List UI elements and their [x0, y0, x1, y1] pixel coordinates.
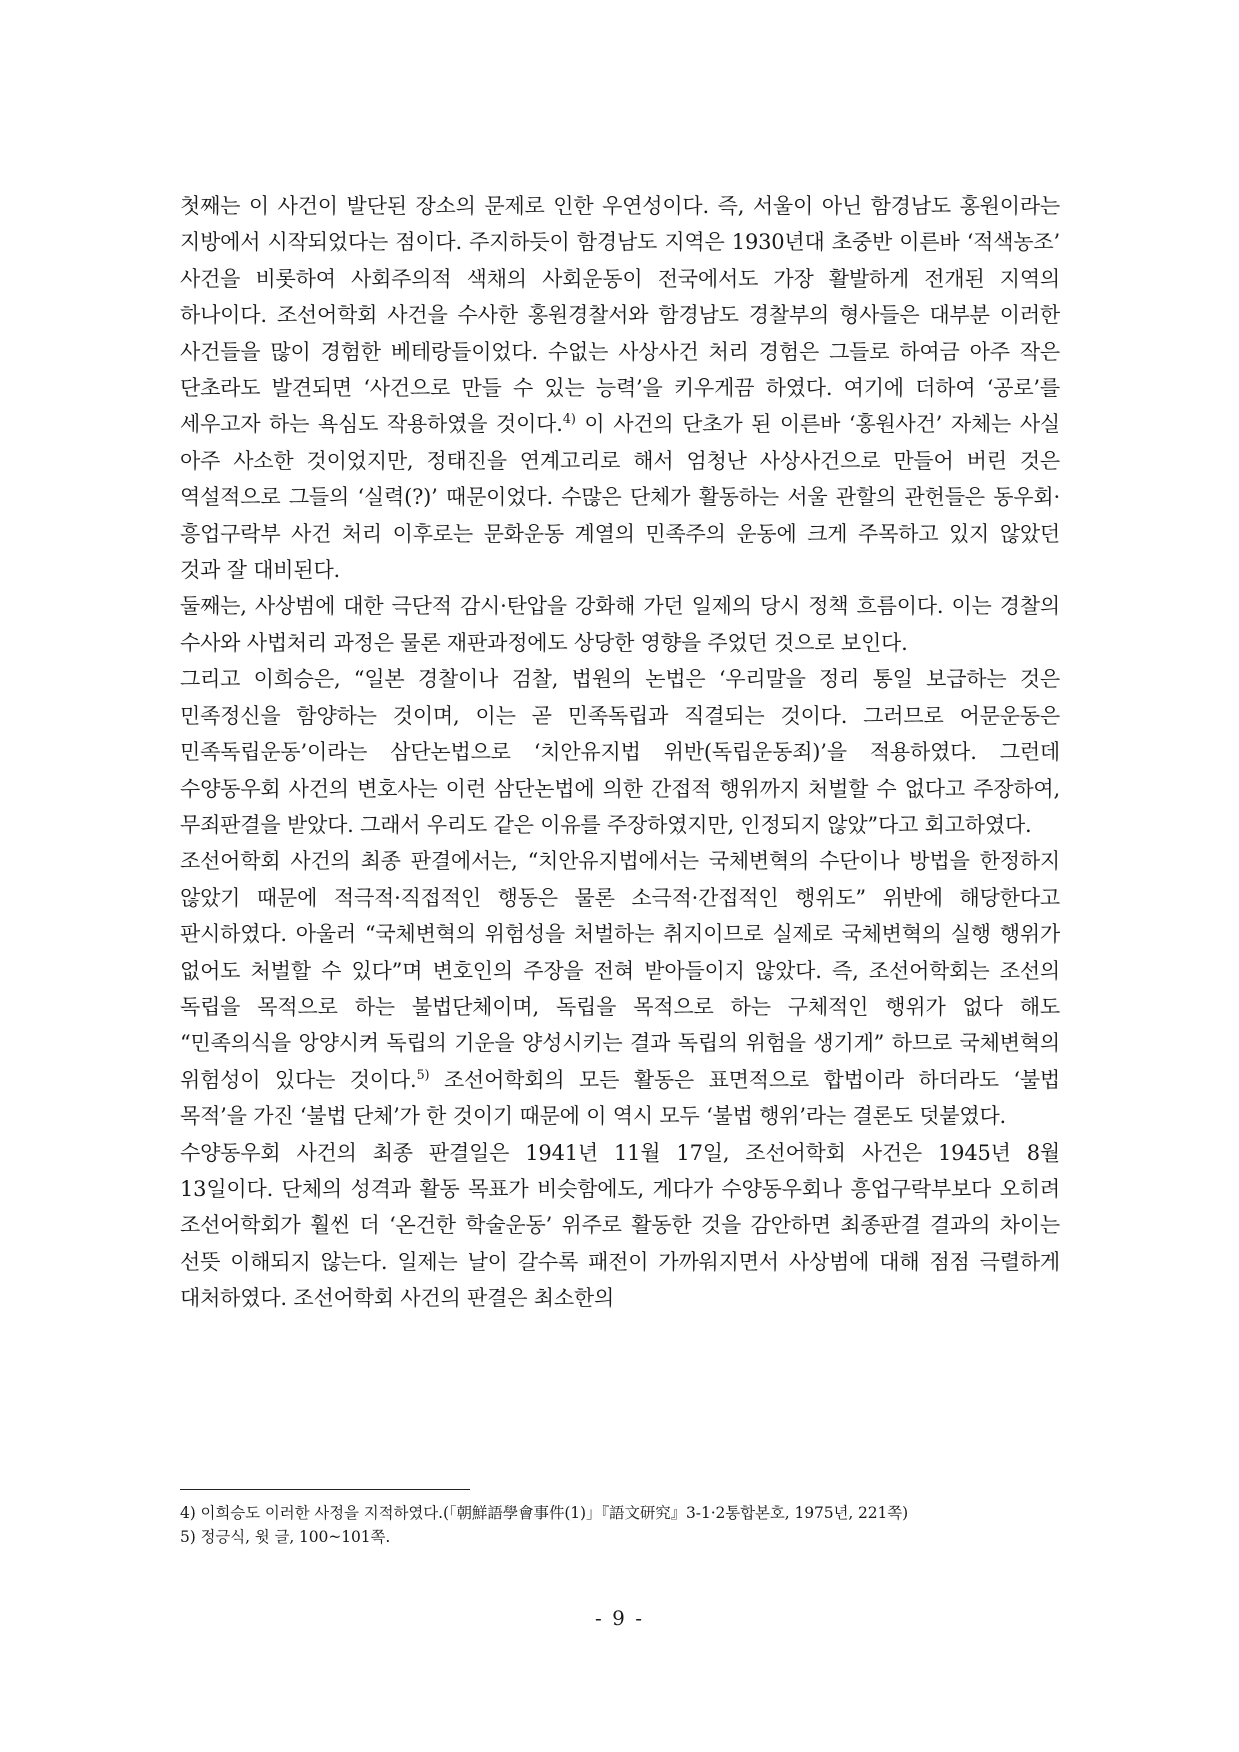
- footnote-divider: [180, 1489, 470, 1490]
- footnotes: [180, 1501, 1060, 1549]
- paragraph-4-text-b: 조선어학회의 모든 활동은 표면적으로 합법이라 하더라도 ‘불법 목적’을 가진 ‘불법 단체’가 한 것이기 때문에 이 역시 모두 ‘불법 행위’라는 결론도 덧붙였다.: [180, 1067, 1060, 1129]
- footnote-ref-4[interactable]: 4): [562, 412, 576, 428]
- paragraph-4-text-a: 조선어학회 사건의 최종 판결에서는, “치안유지법에서는 국체변혁의 수단이나 방법을 한정하지 않았기 때문에 적극적·직접적인 행동은 물론 소극적·간접적인 행위도” 위반에 해당한다고 판시하였다. 아울러 “국체변혁의 위험성을 처벌하는 취지이므로 실제로 국체변혁의 실행 행위가 없어도 처벌할 수 있다”며 변호인의 주장을 전혀 받아들이지 않았다. 즉, 조선어학회는 조선의 독립을 목적으로 하는 불법단체이며, 독립을 목적으로 하는 구체적인 행위가 없다 해도 “민족의식을 앙양시켜 독립의 기운을 양성시키는 결과 독립의 위험을 생기게” 하므로 국체변혁의 위험성이 있다는 것이다.: [180, 849, 1060, 1092]
- paragraph-1-text-a: 첫째는 이 사건이 발단된 장소의 문제로 인한 우연성이다. 즉, 서울이 아닌 함경남도 홍원이라는 지방에서 시작되었다는 점이다. 주지하듯이 함경남도 지역은 1930년대 초중반 이른바 ‘적색농조’ 사건을 비롯하여 사회주의적 색채의 사회운동이 전국에서도 가장 활발하게 전개된 지역의 하나이다. 조선어학회 사건을 수사한 홍원경찰서와 함경남도 경찰부의 형사들은 대부분 이러한 사건들을 많이 경험한 베테랑들이었다. 수없는 사상사건 처리 경험은 그들로 하여금 아주 작은 단초라도 발견되면 ‘사건으로 만들 수 있는 능력’을 키우게끔 하였다. 여기에 더하여 ‘공로’를 세우고자 하는 욕심도 작용하였을 것이다.: [180, 194, 1060, 437]
- paragraph-2: 둘째는, 사상범에 대한 극단적 감시·탄압을 강화해 가던 일제의 당시 정책 흐름이다. 이는 경찰의 수사와 사법처리 과정은 물론 재판과정에도 상당한 영향을 주었던 것으로 보인다.: [180, 594, 1060, 655]
- paragraph-1-text-b: 이 사건의 단초가 된 이른바 ‘홍원사건’ 자체는 사실 아주 사소한 것이었지만, 정태진을 연계고리로 해서 엄청난 사상사건으로 만들어 버린 것은 역설적으로 그들의 ‘실력(?)’ 때문이었다. 수많은 단체가 활동하는 서울 관할의 관헌들은 동우회·흥업구락부 사건 처리 이후로는 문화운동 계열의 민족주의 운동에 크게 주목하고 있지 않았던 것과 잘 대비된다.: [180, 412, 1060, 583]
- paragraph-4: [180, 843, 1060, 1134]
- paragraph-3: 그리고 이희승은, “일본 경찰이나 검찰, 법원의 논법은 ‘우리말을 정리 통일 보급하는 것은 민족정신을 함양하는 것이며, 이는 곧 민족독립과 직결되는 것이다. 그러므로 어문운동은 민족독립운동’이라는 삼단논법으로 ‘치안유지법 위반(독립운동죄)’을 적용하였다. 그런데 수양동우회 사건의 변호사는 이런 삼단논법에 의한 간접적 행위까지 처벌할 수 없다고 주장하여, 무죄판결을 받았다. 그래서 우리도 같은 이유를 주장하였지만, 인정되지 않았”다고 회고하였다.: [180, 667, 1060, 837]
- footnote-5: 5) 정긍식, 윗 글, 100~101쪽.: [180, 1528, 391, 1546]
- page-number: - 9 -: [595, 1606, 644, 1630]
- paragraph-5: 수양동우회 사건의 최종 판결일은 1941년 11월 17일, 조선어학회 사건은 1945년 8월 13일이다. 단체의 성격과 활동 목표가 비슷함에도, 게다가 수양동우회나 흥업구락부보다 오히려 조선어학회가 훨씬 더 ‘온건한 학술운동’ 위주로 활동한 것을 감안하면 최종판결 결과의 차이는 선뜻 이해되지 않는다. 일제는 날이 갈수록 패전이 가까워지면서 사상범에 대해 점점 극렬하게 대처하였다. 조선어학회 사건의 판결은 최소한의: [180, 1140, 1060, 1311]
- body-text: [180, 188, 1060, 1317]
- footnote-ref-5[interactable]: 5): [416, 1067, 430, 1083]
- footnote-4: 4) 이희승도 이러한 사정을 지적하였다.(「朝鮮語學會事件(1)」『語文研究』3-1·2통합본호, 1975년, 221쪽): [180, 1504, 909, 1522]
- paragraph-1: [180, 188, 1060, 588]
